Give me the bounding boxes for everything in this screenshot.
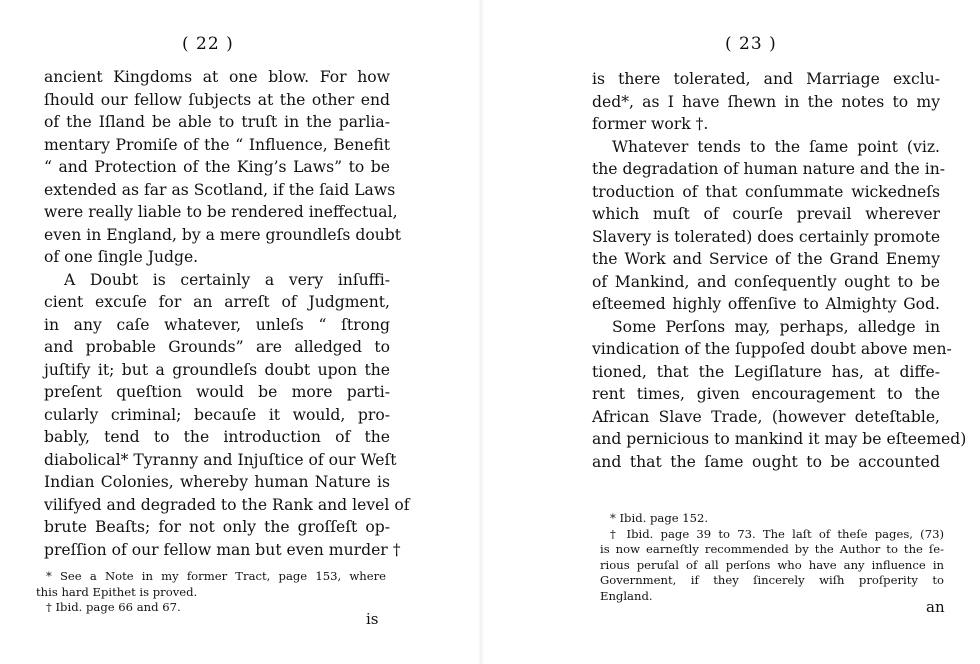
text-line: juſtify it; but a groundleſs doubt upon the — [44, 360, 390, 379]
text-line: were really liable to be rendered ineffectual, — [44, 203, 398, 221]
text-line: rent times, given encouragement to the — [592, 385, 940, 403]
text-line: former work †. — [592, 115, 709, 133]
catchword: an — [926, 598, 945, 616]
footnote-line: Government, if they ſincerely wiſh proſperity to — [600, 573, 944, 587]
text-line: cularly criminal; becauſe it would, pro- — [44, 405, 390, 424]
text-line: and pernicious to mankind it may be eſteemed) — [592, 430, 967, 448]
text-line: cient excuſe for an arreſt of Judgment, — [44, 293, 390, 311]
text-line: preſſion of our fellow man but even murder † — [44, 540, 401, 559]
text-line: in any caſe whatever, unleſs “ ſtrong — [44, 315, 390, 334]
left-page — [0, 0, 470, 664]
footnote-line: * Ibid. page 152. — [610, 511, 709, 525]
text-line: the degradation of human nature and the in- — [592, 160, 946, 178]
body-text — [44, 66, 410, 561]
right-page — [490, 0, 980, 664]
text-line: of the Iſland be able to truſt in the parlia- — [44, 113, 390, 131]
text-line: ancient Kingdoms at one blow. For how — [44, 68, 390, 86]
text-line: troduction of that conſummate wickedneſs — [592, 182, 940, 201]
text-line: is there tolerated, and Marriage exclu- — [592, 70, 940, 88]
text-line: ded*, as I have ſhewn in the notes to my — [592, 92, 940, 111]
text-line: the Work and Service of the Grand Enemy — [592, 250, 940, 268]
text-line: brute Beaſts; for not only the groſſeſt op- — [44, 518, 390, 536]
footnote-line: * See a Note in my former Tract, page 153, where — [46, 569, 386, 583]
footnotes — [600, 511, 944, 604]
text-line: Indian Colonies, whereby human Nature is — [44, 473, 390, 491]
catchword: is — [366, 610, 379, 628]
body-text — [592, 68, 967, 473]
text-line: A Doubt is certainly a very inſuffi- — [64, 270, 390, 289]
text-line: and probable Grounds” are alledged to — [44, 338, 390, 356]
text-line: African Slave Trade, (however deteſtable, — [592, 407, 940, 426]
footnote-line: this hard Epithet is proved. — [36, 584, 198, 599]
page-gutter — [478, 0, 484, 664]
text-line: diabolical* Tyranny and Injuſtice of our Weſt — [44, 450, 397, 469]
text-line: of Mankind, and conſequently ought to be — [592, 272, 940, 291]
footnote-line: England. — [600, 588, 653, 603]
text-line: extended as far as Scotland, if the ſaid Laws — [44, 180, 396, 199]
text-line: tioned, that the Legiſlature has, at diffe- — [592, 362, 940, 381]
text-line: “ and Protection of the King’s Laws” to be — [44, 158, 390, 176]
text-line: and that the ſame ought to be accounted — [592, 452, 940, 471]
footnote-line: rious peruſal of all perſons who have any influence in — [600, 557, 944, 572]
footnote-line: † Ibid. page 66 and 67. — [46, 600, 181, 614]
text-line: bably, tend to the introduction of the — [44, 428, 390, 446]
text-line: Slavery is tolerated) does certainly promote — [592, 227, 941, 246]
text-line: Whatever tends to the ſame point (viz. — [612, 137, 940, 156]
text-line: vilifyed and degraded to the Rank and level of — [44, 495, 410, 514]
text-line: eſteemed highly offenſive to Almighty God. — [592, 295, 940, 313]
text-line: vindication of the ſuppoſed doubt above men- — [592, 340, 952, 358]
text-line: Some Perſons may, perhaps, alledge in — [612, 317, 940, 336]
footnotes — [36, 569, 386, 616]
text-line: ſhould our fellow ſubjects at the other end — [44, 90, 390, 109]
text-line: of one ſingle Judge. — [44, 248, 199, 266]
footnote-line: is now earneſtly recommended by the Author to the ſe- — [600, 542, 944, 556]
text-line: preſent queſtion would be more parti- — [44, 383, 390, 401]
text-line: which muſt of courſe prevail wherever — [592, 205, 940, 223]
page-number: ( 22 ) — [182, 34, 234, 54]
footnote-line: † Ibid. page 39 to 73. The laſt of theſe pages, (73) — [610, 526, 944, 541]
page-number: ( 23 ) — [725, 34, 777, 54]
text-line: mentary Promiſe of the “ Influence, Benefit — [44, 135, 390, 154]
text-line: even in England, by a mere groundleſs doubt — [44, 225, 402, 244]
